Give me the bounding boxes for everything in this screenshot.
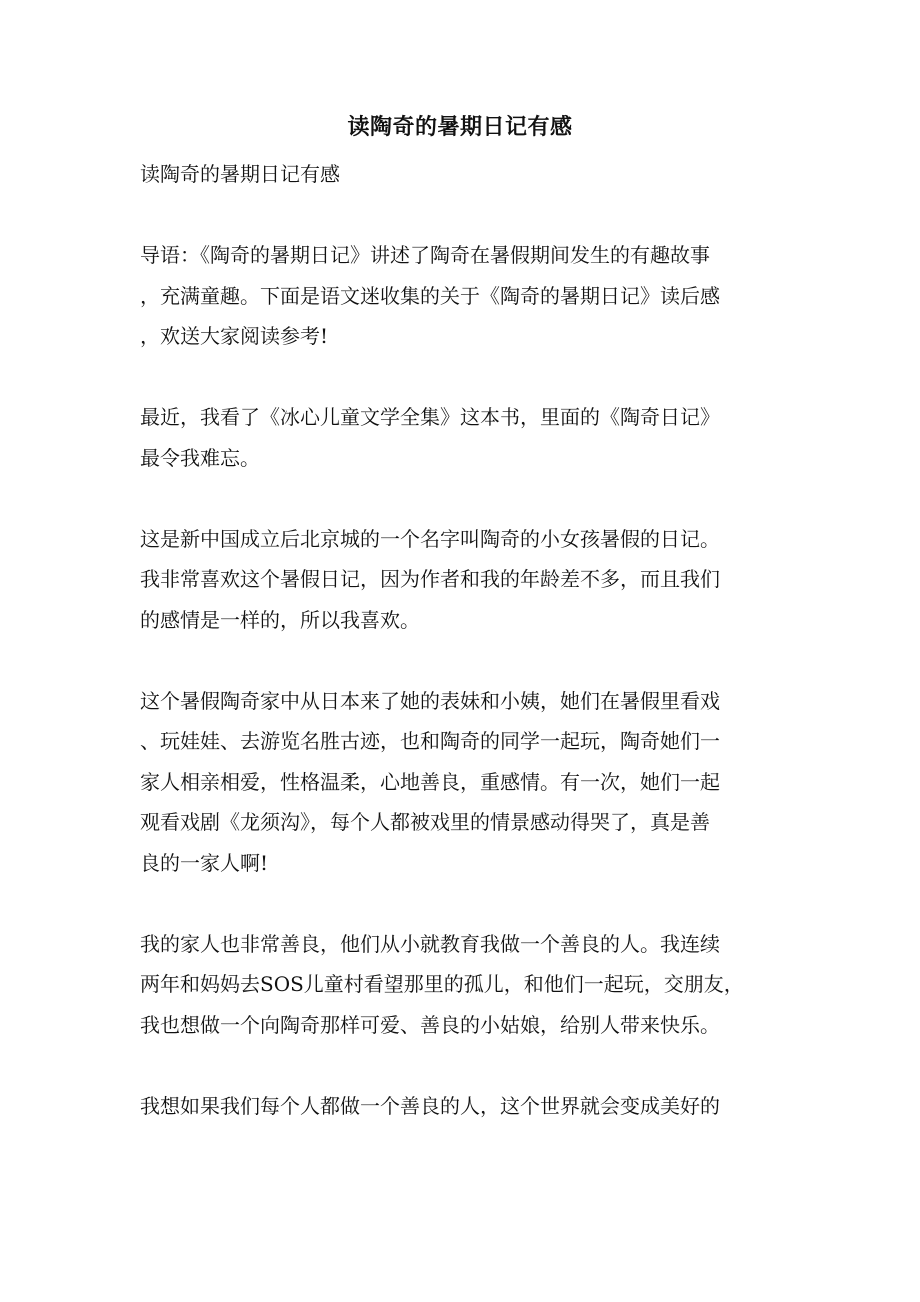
paragraph-line: ，欢送大家阅读参考! [140,324,329,348]
paragraph-line: 我也想做一个向陶奇那样可爱、善良的小姑娘，给别人带来快乐。 [140,1012,720,1037]
document-body [140,154,780,1167]
paragraph-line: 我想如果我们每个人都做一个善良的人，这个世界就会变成美好的 [140,1093,720,1118]
document-title: 读陶奇的暑期日记有感 [347,114,573,140]
paragraph-line: 两年和妈妈去SOS儿童村看望那里的孤儿，和他们一起玩，交朋友， [140,972,744,996]
paragraph-line: 良的一家人啊! [140,850,269,875]
document-subtitle [140,154,780,195]
paragraph-line: 的感情是一样的，所以我喜欢。 [140,607,420,632]
paragraph-line: ，充满童趣。下面是语文迷收集的关于《陶奇的暑期日记》读后感 [140,283,720,308]
paragraph-line: 导语：《陶奇的暑期日记》讲述了陶奇在暑假期间发生的有趣故事 [140,243,710,267]
subtitle-line: 读陶奇的暑期日记有感 [140,162,340,186]
paragraph-line: 这个暑假陶奇家中从日本来了她的表妹和小姨，她们在暑假里看戏 [140,688,720,713]
paragraph-line: 我的家人也非常善良，他们从小就教育我做一个善良的人。我连续 [140,931,720,956]
paragraph-intro [140,235,780,357]
paragraph-line: 观看戏剧《龙须沟》，每个人都被戏里的情景感动得哭了，真是善 [140,810,710,834]
paragraph-line: 最近，我看了《冰心儿童文学全集》这本书，里面的《陶奇日记》 [140,405,720,429]
paragraph-line: 家人相亲相爱，性格温柔，心地善良，重感情。有一次，她们一起 [140,769,720,794]
paragraph-family [140,681,780,884]
paragraph-my-family [140,924,780,1046]
paragraph-book [140,397,780,478]
paragraph-diary [140,519,780,641]
paragraph-closing [140,1086,780,1127]
paragraph-line: 我非常喜欢这个暑假日记，因为作者和我的年龄差不多，而且我们 [140,567,720,591]
paragraph-line: 这是新中国成立后北京城的一个名字叫陶奇的小女孩暑假的日记。 [140,526,720,551]
paragraph-line: 、玩娃娃、去游览名胜古迹，也和陶奇的同学一起玩，陶奇她们一 [140,729,720,753]
paragraph-line: 最令我难忘。 [140,445,260,470]
